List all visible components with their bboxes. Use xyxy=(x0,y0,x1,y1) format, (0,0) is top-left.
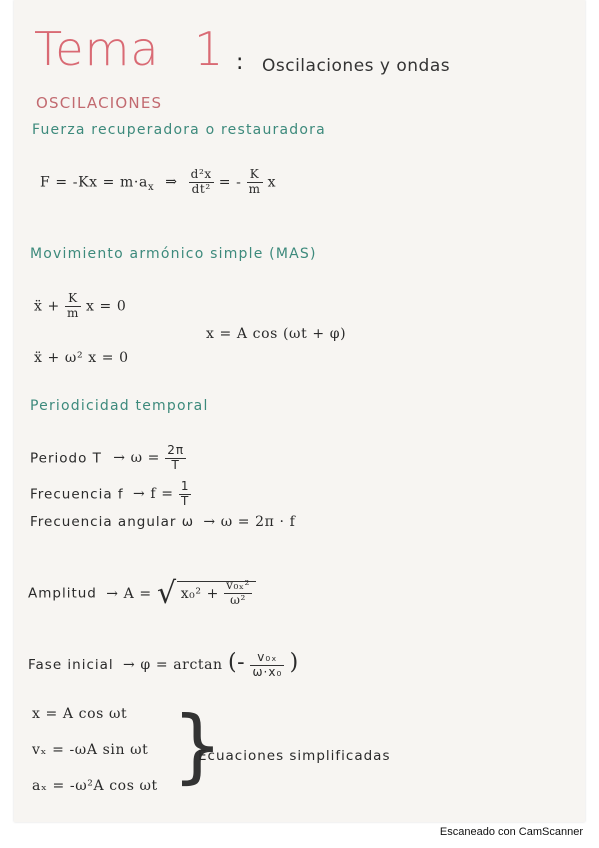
frequency-label: Frecuencia f xyxy=(30,486,124,503)
mas-label: Movimiento armónico simple (MAS) xyxy=(30,246,317,262)
force-eq-left: F = -Kx = m·a xyxy=(40,174,148,191)
period-fraction xyxy=(165,444,186,473)
period-frac-num: 2π xyxy=(167,443,185,457)
simplified-label: Ecuaciones simplificadas xyxy=(198,748,391,764)
scanner-footer: Escaneado con CamScanner xyxy=(439,826,583,838)
mas-eq1-left: ẍ + xyxy=(34,298,60,315)
title-number: 1 xyxy=(194,22,224,76)
title-colon: : xyxy=(236,50,244,75)
amplitude-root-a: x₀² + xyxy=(180,585,219,602)
mas-solution: x = A cos (ωt + φ) xyxy=(206,326,347,342)
period-row xyxy=(30,444,186,473)
amplitude-label: Amplitud xyxy=(28,585,97,602)
mas-eq1-fraction xyxy=(65,292,81,321)
mas-eq1-frac-den: m xyxy=(66,305,79,320)
mas-eq1-right: x = 0 xyxy=(86,298,127,315)
force-eq-end: x xyxy=(267,174,277,191)
sqrt-icon: √ xyxy=(156,576,177,611)
amplitude-row xyxy=(28,576,256,611)
force-frac2-den: m xyxy=(248,181,261,196)
phase-row xyxy=(28,650,299,679)
period-label: Periodo T xyxy=(30,450,102,467)
notebook-page xyxy=(14,0,585,822)
simple-eq-1: x = A cos ωt xyxy=(32,706,128,722)
force-frac2-num: K xyxy=(247,168,263,183)
force-eq-arrow: ⇒ xyxy=(165,174,178,191)
angular-label: Frecuencia angular ω xyxy=(30,514,195,530)
phase-frac-den: ω·x₀ xyxy=(252,664,283,679)
mas-equation-2: ẍ + ω² x = 0 xyxy=(34,350,129,366)
periodicity-label: Periodicidad temporal xyxy=(30,398,209,414)
amplitude-eq-left: → A = xyxy=(106,585,152,602)
phase-frac-num: v₀ₓ xyxy=(250,651,284,666)
amplitude-frac-den: ω² xyxy=(230,593,246,607)
frequency-eq-left: → f = xyxy=(132,486,174,503)
amplitude-frac-num: v₀ₓ² xyxy=(226,578,250,593)
title-word: Tema xyxy=(34,22,160,76)
sqrt-content xyxy=(177,578,256,607)
frequency-fraction xyxy=(179,480,192,509)
force-eq-sub: x xyxy=(147,182,155,194)
frequency-frac-num: 1 xyxy=(180,479,190,493)
force-eq-mid: = - xyxy=(218,174,242,191)
mas-eq1-frac-num: K xyxy=(65,292,81,307)
angular-eq: → ω = 2π · f xyxy=(203,514,296,530)
period-eq-left: → ω = xyxy=(113,450,160,467)
frequency-frac-den: T xyxy=(180,493,190,508)
force-equation xyxy=(40,168,276,197)
phase-eq-left: → φ = arctan xyxy=(122,657,223,673)
phase-paren-left: (- xyxy=(227,650,246,675)
phase-fraction xyxy=(250,651,284,680)
force-fraction-2 xyxy=(247,168,263,197)
restoring-force-label: Fuerza recuperadora o restauradora xyxy=(32,122,326,138)
simple-eq-2: vₓ = -ωA sin ωt xyxy=(32,742,149,758)
period-frac-den: T xyxy=(171,457,180,472)
section-heading: OSCILACIONES xyxy=(36,94,163,112)
phase-paren-right: ) xyxy=(289,650,299,675)
force-frac-num: d²x xyxy=(190,167,212,181)
frequency-row xyxy=(30,480,191,509)
mas-equation-1 xyxy=(34,292,126,321)
force-frac-den: dt² xyxy=(191,181,211,196)
brace-icon: } xyxy=(172,699,223,792)
amplitude-fraction xyxy=(224,579,252,608)
angular-row xyxy=(30,514,295,530)
phase-label: Fase inicial xyxy=(28,657,114,673)
force-fraction xyxy=(189,168,214,197)
subtitle: Oscilaciones y ondas xyxy=(262,56,451,76)
simple-eq-3: aₓ = -ω²A cos ωt xyxy=(32,778,158,794)
